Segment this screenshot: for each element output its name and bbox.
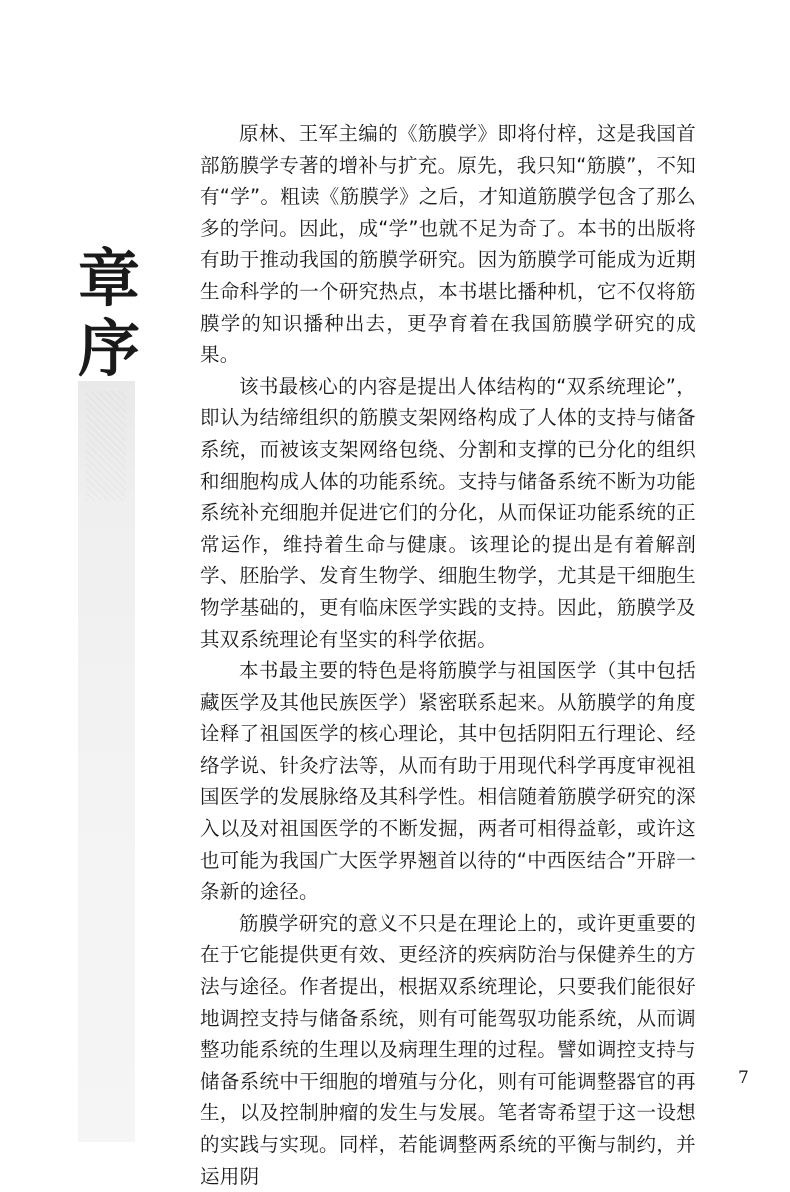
chapter-title-char-1: 章 <box>77 242 140 315</box>
paragraph: 原林、王军主编的《筋膜学》即将付梓，这是我国首部筋膜学专著的增补与扩充。原先，我只知“筋膜”，不知有“学”。粗读《筋膜学》之后，才知道筋膜学包含了那么多的学问。因此，成“学”也就不足为奇了。本书的出版将有助于推动我国的筋膜学研究。因为筋膜学可能成为近期生命科学的一个研究热点，本书堪比播种机，它不仅将筋膜学的知识播种出去，更孕育着在我国筋膜学研究的成果。 <box>200 122 697 367</box>
paragraph: 该书最核心的内容是提出人体结构的“双系统理论”，即认为结缔组织的筋膜支架网络构成了人体的支持与储备系统，而被该支架网络包绕、分割和支撑的已分化的组织和细胞构成人体的功能系统。支持与储备系统不断为功能系统补充细胞并促进它们的分化，从而保证功能系统的正常运作，维持着生命与健康。该理论的提出是有着解剖学、胚胎学、发育生物学、细胞生物学，尤其是干细胞生物学基础的，更有临床医学实践的支持。因此，筋膜学及其双系统理论有坚实的科学依据。 <box>200 374 696 651</box>
chapter-side-band <box>78 381 135 1142</box>
chapter-title <box>74 244 144 384</box>
preface-body <box>200 118 696 1192</box>
page-number: 7 <box>738 1068 749 1088</box>
paragraph: 本书最主要的特色是将筋膜学与祖国医学（其中包括藏医学及其他民族医学）紧密联系起来。从筋膜学的角度诠释了祖国医学的核心理论，其中包括阴阳五行理论、经络学说、针灸疗法等，从而有助于用现代科学再度审视祖国医学的发展脉络及其科学性。相信随着筋膜学研究的深入以及对祖国医学的不断发掘，两者可相得益彰，或许这也可能为我国广大医学界翘首以待的“中西医结合”开辟一条新的途径。 <box>200 659 697 904</box>
paragraph: 筋膜学研究的意义不只是在理论上的，或许更重要的在于它能提供更有效、更经济的疾病防治与保健养生的方法与途径。作者提出，根据双系统理论，只要我们能很好地调控支持与储备系统，则有可能驾驭功能系统，从而调整功能系统的生理以及病理生理的过程。譬如调控支持与储备系统中干细胞的增殖与分化，则有可能调整器官的再生，以及控制肿瘤的发生与发展。笔者寄希望于这一设想的实践与实现。同样，若能调整两系统的平衡与制约，并运用阴 <box>200 911 696 1188</box>
chapter-title-char-2: 序 <box>77 312 140 385</box>
